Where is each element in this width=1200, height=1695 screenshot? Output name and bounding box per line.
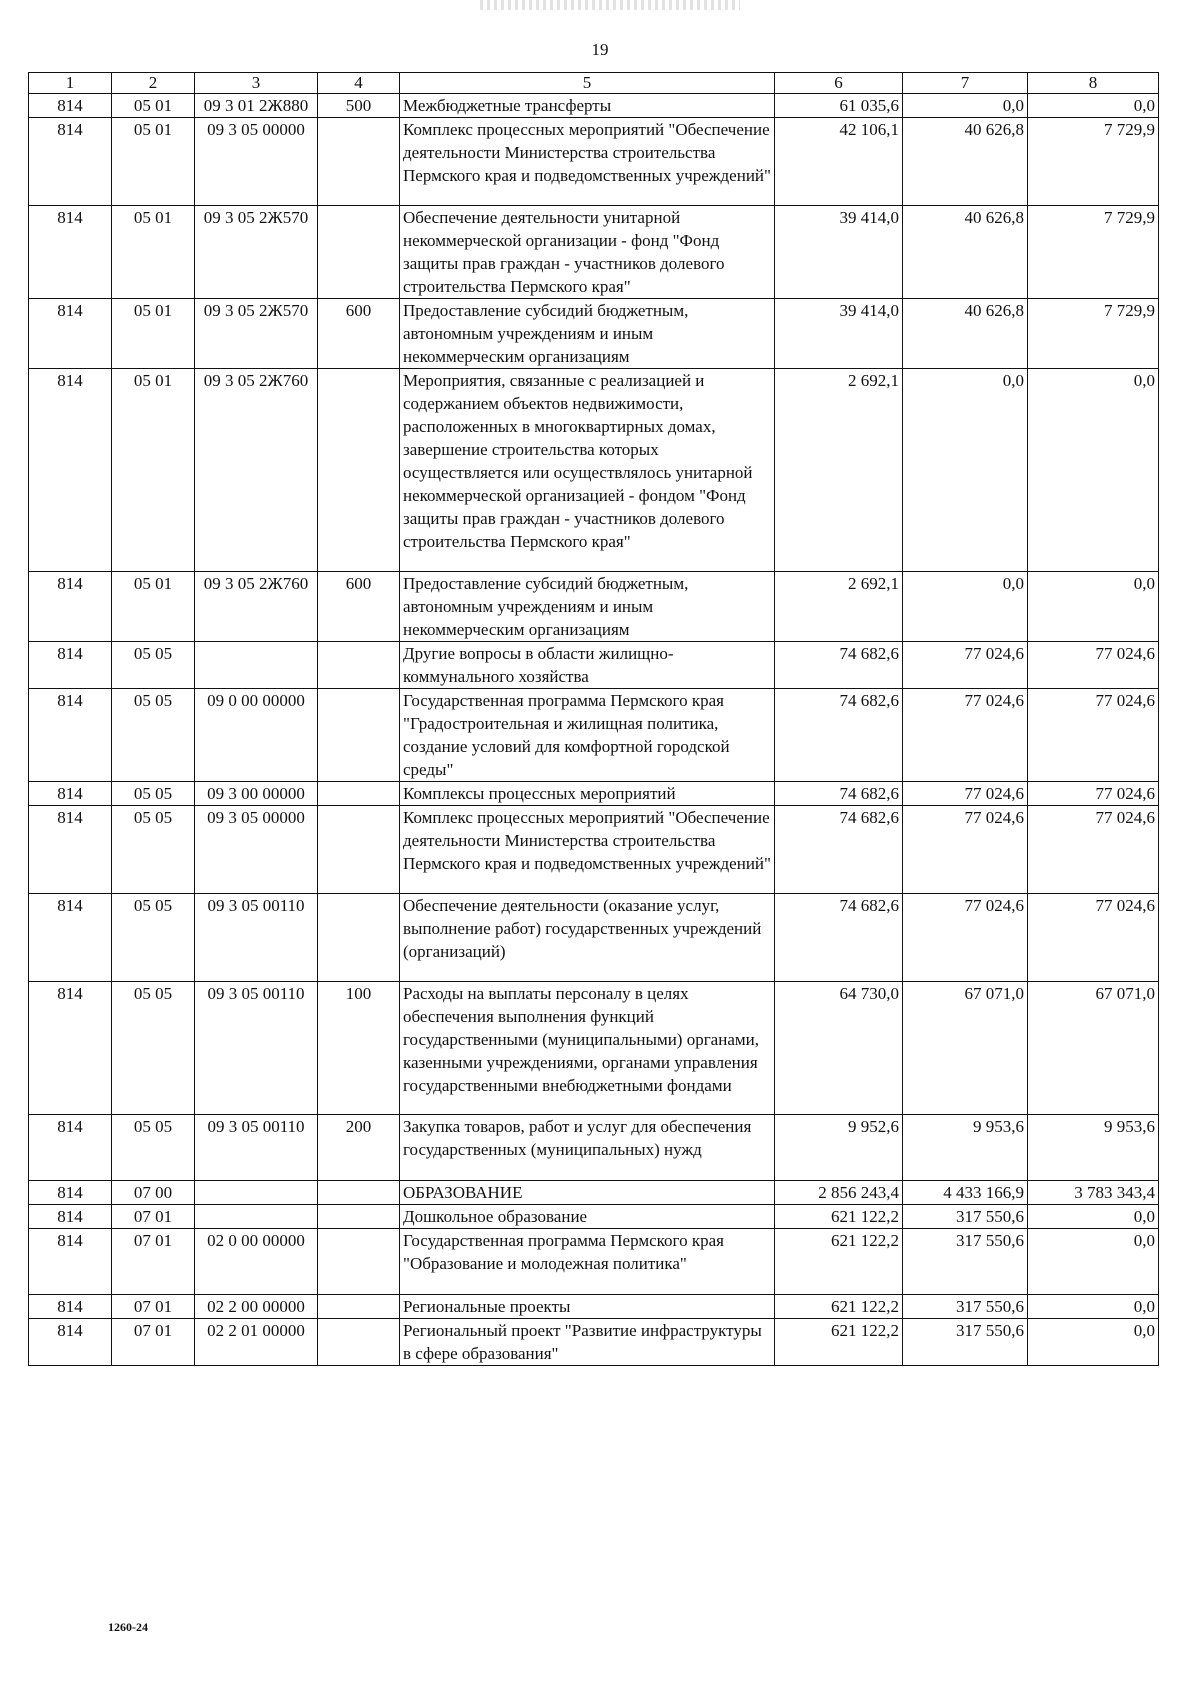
amount-col-6: 74 682,6 xyxy=(775,894,903,982)
ministry-code: 814 xyxy=(29,1205,112,1229)
target-article-code: 02 0 00 00000 xyxy=(195,1229,318,1295)
ministry-code: 814 xyxy=(29,1115,112,1181)
amount-col-6: 74 682,6 xyxy=(775,689,903,782)
amount-col-7: 317 550,6 xyxy=(903,1319,1028,1366)
expense-type-code xyxy=(318,782,400,806)
table-row xyxy=(29,1295,1159,1319)
amount-col-8: 9 953,6 xyxy=(1028,1115,1159,1181)
target-article-code xyxy=(195,1205,318,1229)
amount-col-7: 77 024,6 xyxy=(903,642,1028,689)
item-name: Закупка товаров, работ и услуг для обеспечения государственных (муниципальных) нужд xyxy=(400,1115,775,1181)
item-name: Дошкольное образование xyxy=(400,1205,775,1229)
item-name: Предоставление субсидий бюджетным, автономным учреждениям и иным некоммерческим организациям xyxy=(400,572,775,642)
section-code: 05 05 xyxy=(112,642,195,689)
ministry-code: 814 xyxy=(29,369,112,572)
ministry-code: 814 xyxy=(29,1319,112,1366)
amount-col-6: 74 682,6 xyxy=(775,642,903,689)
ministry-code: 814 xyxy=(29,299,112,369)
amount-col-7: 40 626,8 xyxy=(903,206,1028,299)
amount-col-6: 64 730,0 xyxy=(775,982,903,1115)
section-code: 05 01 xyxy=(112,299,195,369)
amount-col-8: 7 729,9 xyxy=(1028,118,1159,206)
target-article-code: 09 3 05 00000 xyxy=(195,806,318,894)
expense-type-code xyxy=(318,118,400,206)
ministry-code: 814 xyxy=(29,1295,112,1319)
expense-type-code: 600 xyxy=(318,299,400,369)
table-row xyxy=(29,1319,1159,1366)
amount-col-6: 621 122,2 xyxy=(775,1229,903,1295)
target-article-code: 09 3 05 00110 xyxy=(195,1115,318,1181)
amount-col-6: 2 692,1 xyxy=(775,572,903,642)
table-row xyxy=(29,118,1159,206)
amount-col-6: 2 856 243,4 xyxy=(775,1181,903,1205)
table-row xyxy=(29,894,1159,982)
amount-col-6: 74 682,6 xyxy=(775,782,903,806)
amount-col-7: 40 626,8 xyxy=(903,118,1028,206)
expense-type-code xyxy=(318,1319,400,1366)
amount-col-8: 77 024,6 xyxy=(1028,894,1159,982)
item-name: Комплекс процессных мероприятий "Обеспечение деятельности Министерства строительства Пермского края и подведомственных учреждений" xyxy=(400,806,775,894)
amount-col-7: 317 550,6 xyxy=(903,1205,1028,1229)
amount-col-7: 67 071,0 xyxy=(903,982,1028,1115)
scan-artifact xyxy=(480,0,740,10)
header-row xyxy=(29,73,1159,94)
page-number: 19 xyxy=(591,40,609,59)
col-header: 8 xyxy=(1028,73,1159,94)
target-article-code: 09 3 05 00000 xyxy=(195,118,318,206)
section-code: 05 05 xyxy=(112,894,195,982)
expense-type-code xyxy=(318,689,400,782)
table-row xyxy=(29,782,1159,806)
expense-type-code xyxy=(318,642,400,689)
target-article-code: 02 2 01 00000 xyxy=(195,1319,318,1366)
target-article-code: 09 3 01 2Ж880 xyxy=(195,94,318,118)
item-name: Другие вопросы в области жилищно-коммунального хозяйства xyxy=(400,642,775,689)
expense-type-code xyxy=(318,369,400,572)
item-name: Расходы на выплаты персоналу в целях обеспечения выполнения функций государственными (муниципальными) органами, казенными учреждениями, органами управления государственными внебюджетными фондами xyxy=(400,982,775,1115)
ministry-code: 814 xyxy=(29,642,112,689)
section-code: 05 05 xyxy=(112,689,195,782)
ministry-code: 814 xyxy=(29,118,112,206)
table-row xyxy=(29,369,1159,572)
table-row xyxy=(29,299,1159,369)
ministry-code: 814 xyxy=(29,782,112,806)
table-body xyxy=(29,94,1159,1366)
table-row xyxy=(29,1205,1159,1229)
amount-col-7: 4 433 166,9 xyxy=(903,1181,1028,1205)
expense-type-code: 500 xyxy=(318,94,400,118)
target-article-code: 09 3 05 2Ж570 xyxy=(195,206,318,299)
col-header: 3 xyxy=(195,73,318,94)
amount-col-8: 77 024,6 xyxy=(1028,806,1159,894)
expense-type-code: 100 xyxy=(318,982,400,1115)
expense-type-code xyxy=(318,206,400,299)
table-row xyxy=(29,642,1159,689)
section-code: 07 01 xyxy=(112,1319,195,1366)
amount-col-8: 77 024,6 xyxy=(1028,642,1159,689)
section-code: 05 01 xyxy=(112,572,195,642)
ministry-code: 814 xyxy=(29,1229,112,1295)
expense-type-code xyxy=(318,894,400,982)
expense-type-code xyxy=(318,1181,400,1205)
target-article-code: 02 2 00 00000 xyxy=(195,1295,318,1319)
target-article-code: 09 3 05 2Ж570 xyxy=(195,299,318,369)
amount-col-7: 0,0 xyxy=(903,94,1028,118)
amount-col-8: 3 783 343,4 xyxy=(1028,1181,1159,1205)
col-header: 7 xyxy=(903,73,1028,94)
item-name: Комплексы процессных мероприятий xyxy=(400,782,775,806)
table-row xyxy=(29,206,1159,299)
amount-col-8: 77 024,6 xyxy=(1028,782,1159,806)
amount-col-7: 0,0 xyxy=(903,369,1028,572)
amount-col-6: 621 122,2 xyxy=(775,1319,903,1366)
amount-col-6: 61 035,6 xyxy=(775,94,903,118)
ministry-code: 814 xyxy=(29,1181,112,1205)
section-code: 07 00 xyxy=(112,1181,195,1205)
table-row xyxy=(29,982,1159,1115)
amount-col-8: 0,0 xyxy=(1028,572,1159,642)
amount-col-6: 621 122,2 xyxy=(775,1205,903,1229)
ministry-code: 814 xyxy=(29,689,112,782)
amount-col-6: 42 106,1 xyxy=(775,118,903,206)
table-row xyxy=(29,572,1159,642)
amount-col-7: 77 024,6 xyxy=(903,782,1028,806)
target-article-code: 09 0 00 00000 xyxy=(195,689,318,782)
table-row xyxy=(29,1229,1159,1295)
amount-col-7: 317 550,6 xyxy=(903,1295,1028,1319)
amount-col-8: 7 729,9 xyxy=(1028,299,1159,369)
item-name: Мероприятия, связанные с реализацией и содержанием объектов недвижимости, расположенных в многоквартирных домах, завершение строительства которых осуществляется или осуществлялось унитарной некоммерческой организацией - фондом "Фонд защиты прав граждан - участников долевого строительства Пермского края" xyxy=(400,369,775,572)
amount-col-6: 9 952,6 xyxy=(775,1115,903,1181)
amount-col-8: 0,0 xyxy=(1028,1229,1159,1295)
item-name: Региональный проект "Развитие инфраструктуры в сфере образования" xyxy=(400,1319,775,1366)
item-name: Обеспечение деятельности (оказание услуг, выполнение работ) государственных учреждений (организаций) xyxy=(400,894,775,982)
item-name: Межбюджетные трансферты xyxy=(400,94,775,118)
expense-type-code xyxy=(318,1205,400,1229)
target-article-code xyxy=(195,642,318,689)
amount-col-6: 39 414,0 xyxy=(775,206,903,299)
section-code: 05 05 xyxy=(112,1115,195,1181)
amount-col-8: 67 071,0 xyxy=(1028,982,1159,1115)
section-code: 05 01 xyxy=(112,118,195,206)
amount-col-8: 0,0 xyxy=(1028,369,1159,572)
target-article-code: 09 3 05 2Ж760 xyxy=(195,369,318,572)
section-code: 05 05 xyxy=(112,982,195,1115)
col-header: 4 xyxy=(318,73,400,94)
amount-col-7: 40 626,8 xyxy=(903,299,1028,369)
target-article-code: 09 3 00 00000 xyxy=(195,782,318,806)
amount-col-8: 0,0 xyxy=(1028,1205,1159,1229)
table-row xyxy=(29,689,1159,782)
target-article-code: 09 3 05 00110 xyxy=(195,982,318,1115)
ministry-code: 814 xyxy=(29,206,112,299)
target-article-code: 09 3 05 2Ж760 xyxy=(195,572,318,642)
expense-type-code: 200 xyxy=(318,1115,400,1181)
budget-table xyxy=(28,72,1159,1366)
section-code: 07 01 xyxy=(112,1229,195,1295)
amount-col-8: 0,0 xyxy=(1028,1295,1159,1319)
expense-type-code xyxy=(318,806,400,894)
item-name: Обеспечение деятельности унитарной некоммерческой организации - фонд "Фонд защиты прав граждан - участников долевого строительства Пермского края" xyxy=(400,206,775,299)
amount-col-8: 0,0 xyxy=(1028,1319,1159,1366)
amount-col-7: 77 024,6 xyxy=(903,689,1028,782)
item-name: Комплекс процессных мероприятий "Обеспечение деятельности Министерства строительства Пермского края и подведомственных учреждений" xyxy=(400,118,775,206)
amount-col-6: 74 682,6 xyxy=(775,806,903,894)
ministry-code: 814 xyxy=(29,806,112,894)
target-article-code: 09 3 05 00110 xyxy=(195,894,318,982)
item-name: ОБРАЗОВАНИЕ xyxy=(400,1181,775,1205)
ministry-code: 814 xyxy=(29,94,112,118)
table-row xyxy=(29,806,1159,894)
expense-type-code xyxy=(318,1295,400,1319)
item-name: Государственная программа Пермского края "Образование и молодежная политика" xyxy=(400,1229,775,1295)
col-header: 1 xyxy=(29,73,112,94)
amount-col-8: 0,0 xyxy=(1028,94,1159,118)
item-name: Государственная программа Пермского края "Градостроительная и жилищная политика, создание условий для комфортной городской среды" xyxy=(400,689,775,782)
amount-col-7: 77 024,6 xyxy=(903,894,1028,982)
amount-col-7: 317 550,6 xyxy=(903,1229,1028,1295)
section-code: 05 01 xyxy=(112,94,195,118)
section-code: 05 01 xyxy=(112,369,195,572)
col-header: 5 xyxy=(400,73,775,94)
item-name: Региональные проекты xyxy=(400,1295,775,1319)
table-row xyxy=(29,94,1159,118)
amount-col-7: 0,0 xyxy=(903,572,1028,642)
amount-col-6: 621 122,2 xyxy=(775,1295,903,1319)
section-code: 05 01 xyxy=(112,206,195,299)
amount-col-6: 39 414,0 xyxy=(775,299,903,369)
table-row xyxy=(29,1115,1159,1181)
table-row xyxy=(29,1181,1159,1205)
col-header: 2 xyxy=(112,73,195,94)
ministry-code: 814 xyxy=(29,982,112,1115)
ministry-code: 814 xyxy=(29,572,112,642)
amount-col-7: 9 953,6 xyxy=(903,1115,1028,1181)
section-code: 07 01 xyxy=(112,1205,195,1229)
amount-col-8: 77 024,6 xyxy=(1028,689,1159,782)
amount-col-8: 7 729,9 xyxy=(1028,206,1159,299)
document-code: 1260-24 xyxy=(108,1620,148,1634)
section-code: 05 05 xyxy=(112,806,195,894)
item-name: Предоставление субсидий бюджетным, автономным учреждениям и иным некоммерческим организациям xyxy=(400,299,775,369)
amount-col-6: 2 692,1 xyxy=(775,369,903,572)
section-code: 07 01 xyxy=(112,1295,195,1319)
expense-type-code xyxy=(318,1229,400,1295)
col-header: 6 xyxy=(775,73,903,94)
target-article-code xyxy=(195,1181,318,1205)
expense-type-code: 600 xyxy=(318,572,400,642)
amount-col-7: 77 024,6 xyxy=(903,806,1028,894)
ministry-code: 814 xyxy=(29,894,112,982)
section-code: 05 05 xyxy=(112,782,195,806)
